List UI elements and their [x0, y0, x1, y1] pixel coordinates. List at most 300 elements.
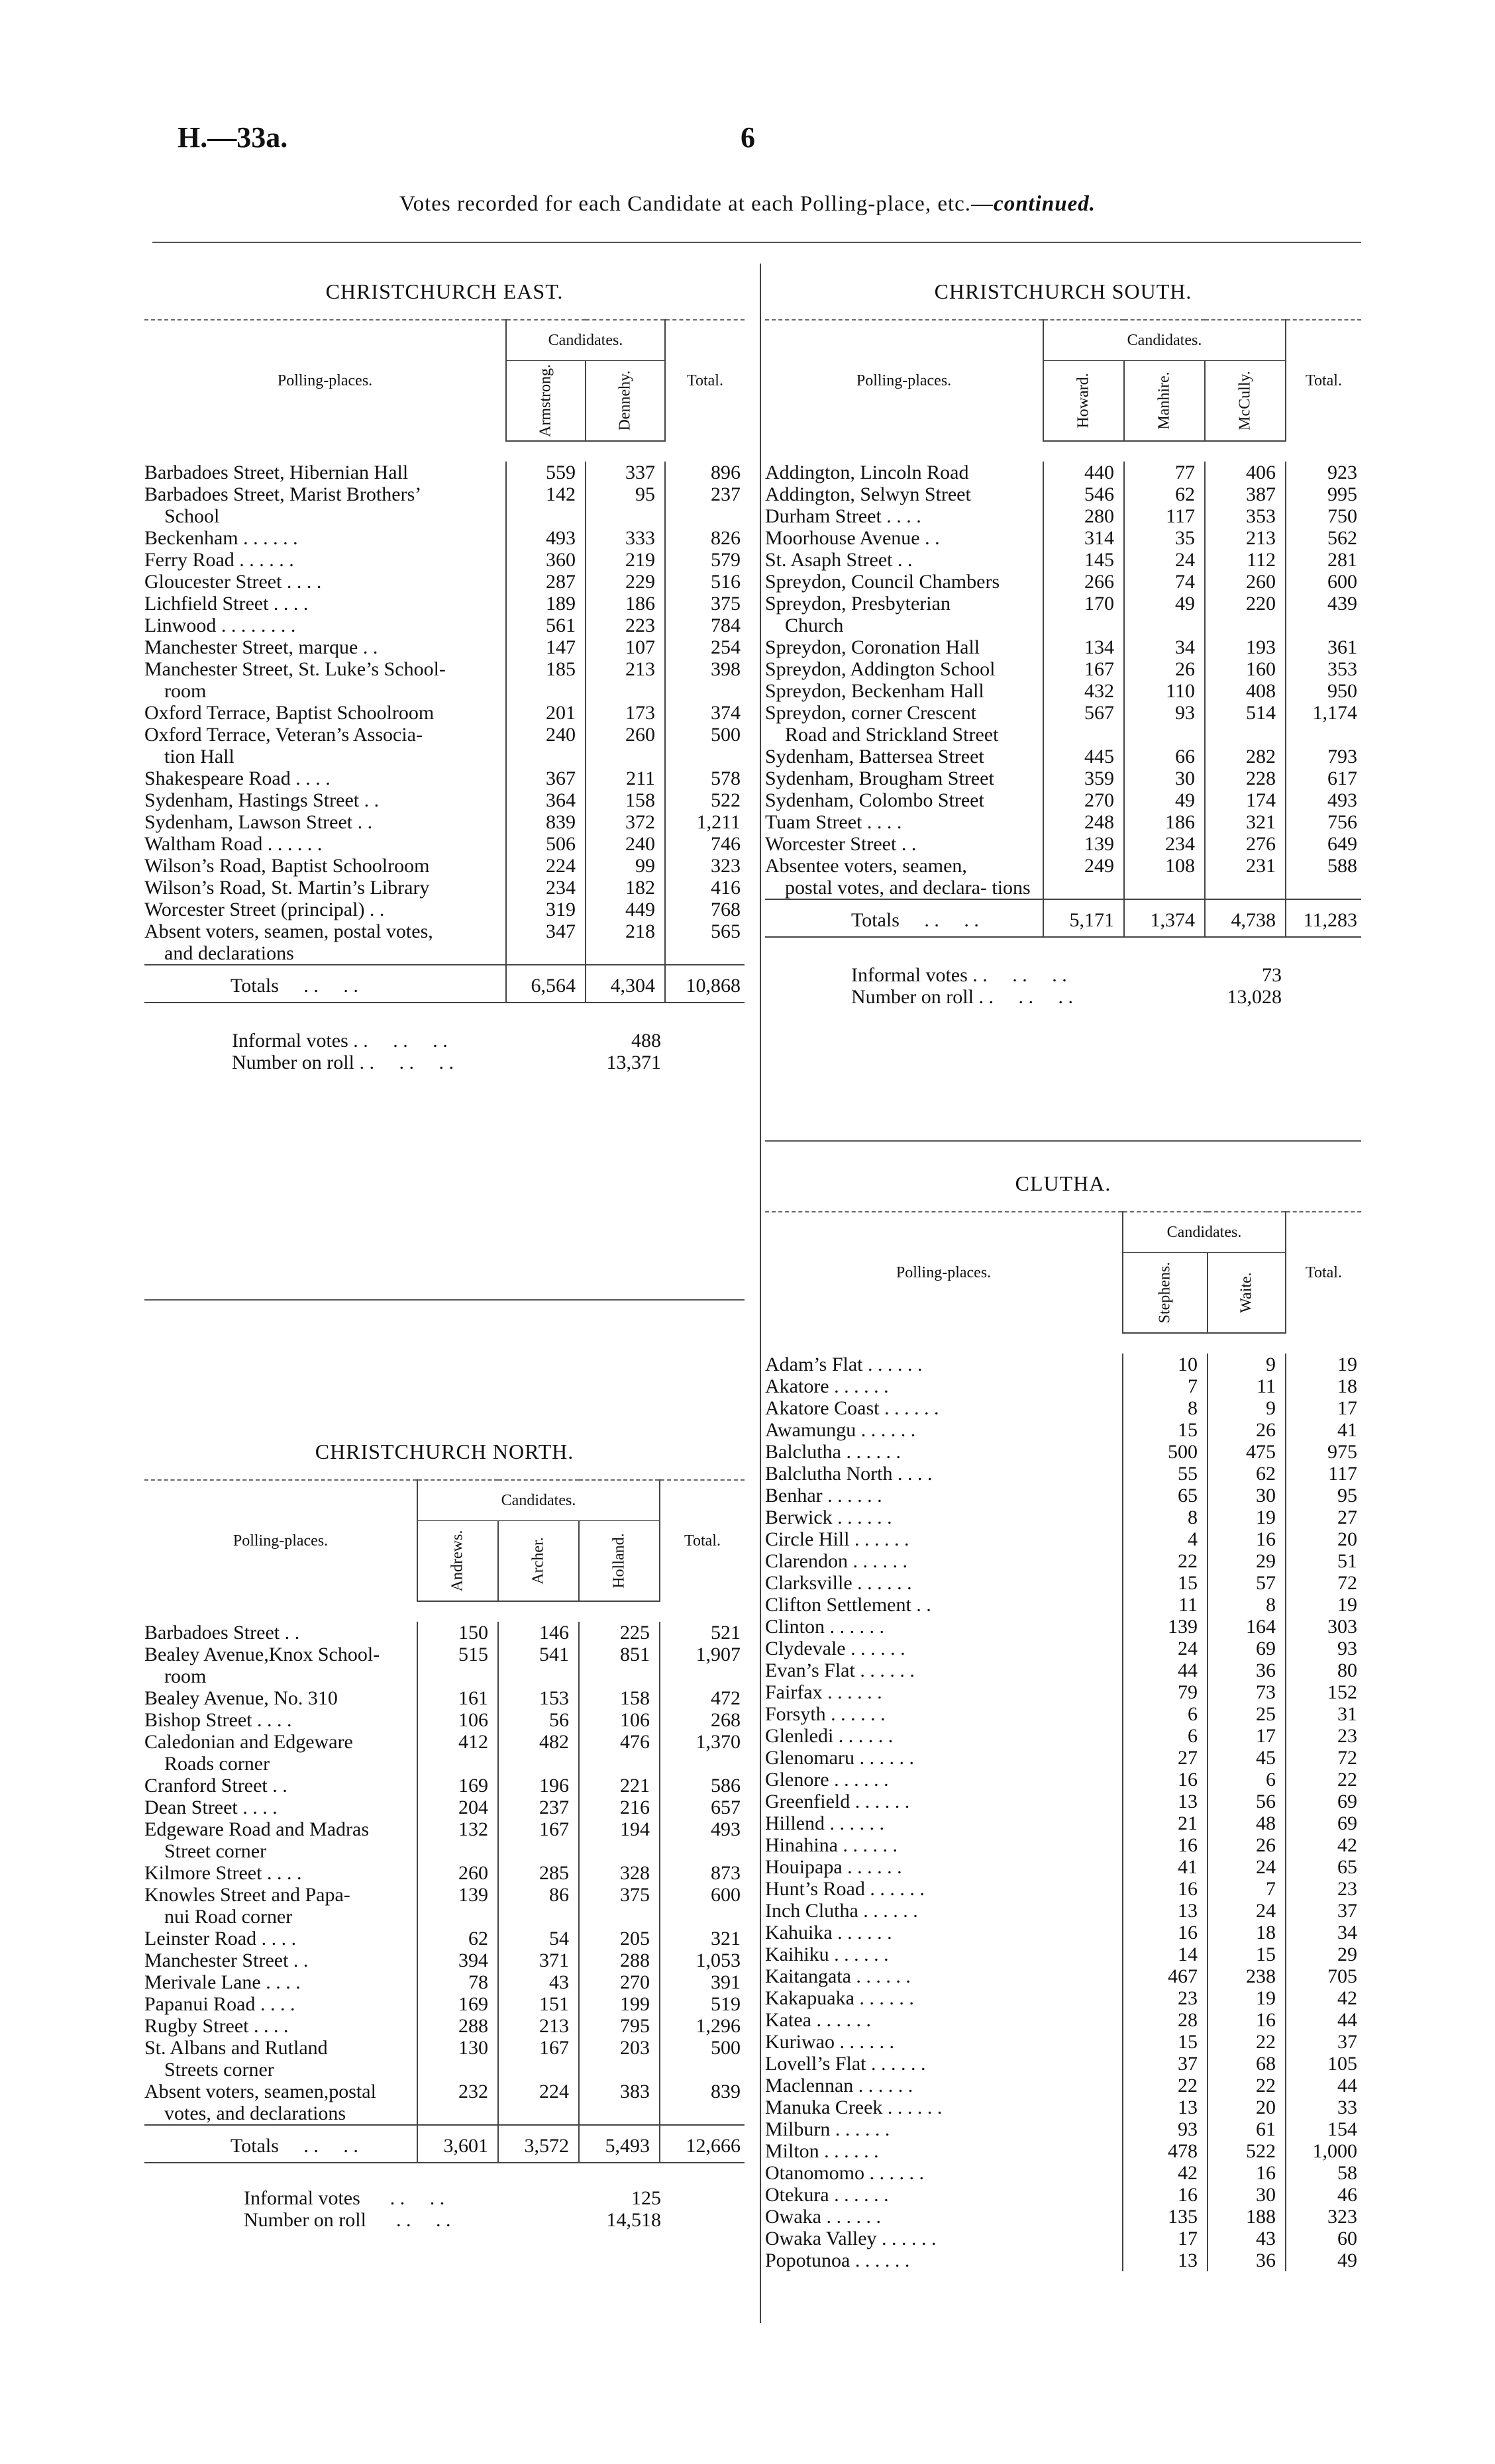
- header-candidate: Archer.: [498, 1521, 579, 1602]
- vote-count: 201: [506, 702, 586, 724]
- header-candidate: Stephens.: [1123, 1253, 1208, 1334]
- table-row: [765, 1419, 1361, 1441]
- vote-count: 475: [1208, 1441, 1286, 1463]
- vote-count: 22: [1208, 2031, 1286, 2053]
- vote-count: 353: [1205, 505, 1286, 527]
- polling-place-continued: room: [164, 680, 207, 702]
- polling-place-name: Milburn . . . . . .: [765, 2118, 890, 2140]
- polling-place: [765, 527, 1043, 549]
- vote-count: 449: [586, 899, 665, 920]
- table-row: [144, 636, 745, 658]
- polling-place: [765, 1987, 1123, 2009]
- vote-count: 57: [1208, 1572, 1286, 1594]
- polling-place-continued: Road and Strickland Street: [785, 724, 999, 746]
- vote-count: 56: [1208, 1791, 1286, 1812]
- polling-place: [144, 1971, 417, 1993]
- polling-place: [765, 680, 1043, 702]
- table-row: [765, 2009, 1361, 2031]
- vote-count: 249: [1043, 855, 1124, 899]
- table-row: [765, 1725, 1361, 1747]
- polling-place: [765, 1812, 1123, 1834]
- vote-count: 30: [1208, 2184, 1286, 2206]
- row-total: 42: [1286, 1834, 1361, 1856]
- vote-count: 8: [1123, 1506, 1208, 1528]
- vote-count: 86: [498, 1884, 579, 1928]
- candidate-total: 5,171: [1043, 899, 1124, 937]
- vote-count: 112: [1205, 549, 1286, 571]
- row-total: 521: [660, 1622, 745, 1644]
- vote-count: 493: [506, 527, 586, 549]
- candidate-total: 4,738: [1205, 899, 1286, 937]
- row-total: 565: [665, 920, 745, 965]
- vote-count: 182: [586, 877, 665, 899]
- results-table: [144, 1479, 745, 2163]
- vote-count: 106: [579, 1709, 660, 1731]
- vote-count: 186: [1124, 811, 1205, 833]
- polling-place-name: Manchester Street . .: [144, 1949, 309, 1971]
- section-clutha: [765, 1156, 1361, 2271]
- polling-place-name: Sydenham, Colombo Street: [765, 789, 984, 811]
- vote-count: 169: [417, 1775, 498, 1797]
- polling-place-name: Circle Hill . . . . . .: [765, 1528, 909, 1550]
- vote-count: 24: [1124, 549, 1205, 571]
- vote-count: 150: [417, 1622, 498, 1644]
- vote-count: 506: [506, 833, 586, 855]
- vote-count: 65: [1123, 1485, 1208, 1506]
- polling-place-continued: and declarations: [164, 942, 294, 964]
- polling-place-continued: postal votes, and declara- tions: [785, 877, 1031, 899]
- table-row: [144, 724, 745, 767]
- polling-place-name: Barbadoes Street, Hibernian Hall: [144, 462, 409, 483]
- vote-count: 49: [1124, 789, 1205, 811]
- vote-count: 328: [579, 1862, 660, 1884]
- polling-place: [765, 811, 1043, 833]
- polling-place: [765, 1703, 1123, 1725]
- vote-count: 270: [1043, 789, 1124, 811]
- page-number: 6: [741, 121, 755, 154]
- polling-place: [765, 1856, 1123, 1878]
- polling-place: [144, 571, 506, 593]
- polling-place: [765, 636, 1043, 658]
- vote-count: 108: [1124, 855, 1205, 899]
- header-total: Total.: [1286, 320, 1361, 441]
- polling-place-name: Bishop Street . . . .: [144, 1709, 292, 1731]
- table-row: [144, 462, 745, 483]
- table-row: [144, 1818, 745, 1862]
- table-row: [765, 1856, 1361, 1878]
- polling-place: [144, 1884, 417, 1928]
- row-total: 42: [1286, 1987, 1361, 2009]
- row-total: 649: [1286, 833, 1361, 855]
- spacer: [144, 441, 745, 462]
- polling-place-name: Sydenham, Hastings Street . .: [144, 789, 380, 811]
- polling-place-name: Spreydon, Council Chambers: [765, 571, 1000, 593]
- table-row: [765, 1681, 1361, 1703]
- vote-count: 14: [1123, 1944, 1208, 1965]
- number-on-roll: 13,028: [1227, 986, 1282, 1008]
- table-row: [765, 1834, 1361, 1856]
- candidate-total: 3,572: [498, 2125, 579, 2163]
- row-total: 1,907: [660, 1644, 745, 1687]
- caption-continued: continued.: [994, 192, 1096, 216]
- roll-summary: [765, 964, 1361, 1008]
- table-row: [144, 1644, 745, 1687]
- vote-count: 476: [579, 1731, 660, 1775]
- table-row: [144, 483, 745, 527]
- row-total: 19: [1286, 1594, 1361, 1616]
- vote-count: 135: [1123, 2206, 1208, 2228]
- vote-count: 260: [417, 1862, 498, 1884]
- section-north: [144, 1424, 745, 2231]
- informal-label: Informal votes . . . . . .: [232, 1030, 448, 1052]
- table-row: [144, 1971, 745, 1993]
- vote-count: 567: [1043, 702, 1124, 746]
- vote-count: 62: [417, 1928, 498, 1949]
- on-roll-label: Number on roll . . . . . .: [851, 986, 1073, 1008]
- vote-count: 41: [1123, 1856, 1208, 1878]
- polling-place-name: Fairfax . . . . . .: [765, 1681, 882, 1703]
- row-total: 44: [1286, 2075, 1361, 2096]
- polling-place-name: Linwood . . . . . . . .: [144, 615, 296, 636]
- polling-place-name: Hillend . . . . . .: [765, 1812, 884, 1834]
- row-total: 1,174: [1286, 702, 1361, 746]
- table-row: [765, 1878, 1361, 1900]
- vote-count: 232: [417, 2081, 498, 2125]
- vote-count: 559: [506, 462, 586, 483]
- vote-count: 158: [579, 1687, 660, 1709]
- table-row: [144, 549, 745, 571]
- vote-count: 360: [506, 549, 586, 571]
- section-rule: [144, 1299, 745, 1301]
- row-total: 31: [1286, 1703, 1361, 1725]
- polling-place: [765, 1485, 1123, 1506]
- vote-count: 164: [1208, 1616, 1286, 1638]
- vote-count: 13: [1123, 1900, 1208, 1922]
- vote-count: 561: [506, 615, 586, 636]
- polling-place-name: Sydenham, Brougham Street: [765, 767, 994, 789]
- vote-count: 161: [417, 1687, 498, 1709]
- row-total: 768: [665, 899, 745, 920]
- section-east: [144, 264, 745, 1073]
- polling-place: [144, 920, 506, 965]
- table-row: [144, 1731, 745, 1775]
- vote-count: 62: [1208, 1463, 1286, 1485]
- grand-total: 12,666: [660, 2125, 745, 2163]
- vote-count: 10: [1123, 1354, 1208, 1375]
- polling-place: [765, 1572, 1123, 1594]
- vote-count: 93: [1123, 2118, 1208, 2140]
- polling-place-name: Spreydon, Presbyterian: [765, 593, 951, 615]
- row-total: 105: [1286, 2053, 1361, 2075]
- totals-row: [144, 965, 745, 1003]
- vote-count: 287: [506, 571, 586, 593]
- vote-count: 55: [1123, 1463, 1208, 1485]
- table-row: [765, 833, 1361, 855]
- table-row: [144, 2081, 745, 2125]
- vote-count: 24: [1123, 1638, 1208, 1659]
- vote-count: 412: [417, 1731, 498, 1775]
- totals-row: [144, 2125, 745, 2163]
- vote-count: 16: [1123, 1922, 1208, 1944]
- roll-summary: [144, 2187, 745, 2231]
- polling-place: [144, 1687, 417, 1709]
- polling-place-name: Bealey Avenue,Knox School-: [144, 1644, 380, 1665]
- vote-count: 6: [1208, 1769, 1286, 1791]
- polling-place: [144, 702, 506, 724]
- vote-count: 364: [506, 789, 586, 811]
- row-total: 33: [1286, 2096, 1361, 2118]
- table-row: [144, 571, 745, 593]
- table-row: [765, 1616, 1361, 1638]
- leader-dots: . . . .: [278, 975, 358, 997]
- vote-count: 541: [498, 1644, 579, 1687]
- vote-count: 231: [1205, 855, 1286, 899]
- section-title: CHRISTCHURCH EAST.: [325, 279, 564, 303]
- table-row: [765, 2162, 1361, 2184]
- vote-count: 167: [498, 1818, 579, 1862]
- vote-count: 285: [498, 1862, 579, 1884]
- row-total: 1,053: [660, 1949, 745, 1971]
- polling-place: [765, 1725, 1123, 1747]
- vote-count: 93: [1124, 702, 1205, 746]
- vote-count: 15: [1123, 1572, 1208, 1594]
- polling-place-name: Forsyth . . . . . .: [765, 1703, 886, 1725]
- row-total: 873: [660, 1862, 745, 1884]
- row-total: 37: [1286, 1900, 1361, 1922]
- polling-place: [144, 789, 506, 811]
- header-candidate: Holland.: [579, 1521, 660, 1602]
- row-total: 600: [660, 1884, 745, 1928]
- vote-count: 445: [1043, 746, 1124, 767]
- polling-place: [144, 593, 506, 615]
- polling-place: [765, 593, 1043, 636]
- row-total: 80: [1286, 1659, 1361, 1681]
- polling-place-name: Clifton Settlement . .: [765, 1594, 931, 1616]
- polling-place-name: Kuriwao . . . . . .: [765, 2031, 894, 2053]
- vote-count: 219: [586, 549, 665, 571]
- vote-count: 240: [506, 724, 586, 767]
- table-row: [765, 811, 1361, 833]
- vote-count: 19: [1208, 1987, 1286, 2009]
- polling-place: [144, 811, 506, 833]
- table-row: [765, 2140, 1361, 2162]
- vote-count: 8: [1208, 1594, 1286, 1616]
- header-candidate: Waite.: [1208, 1253, 1286, 1334]
- vote-count: 30: [1124, 767, 1205, 789]
- vote-count: 11: [1123, 1594, 1208, 1616]
- vote-count: 24: [1208, 1856, 1286, 1878]
- polling-place: [765, 1965, 1123, 1987]
- vote-count: 406: [1205, 462, 1286, 483]
- row-total: 281: [1286, 549, 1361, 571]
- table-row: [765, 462, 1361, 483]
- polling-place-name: Absent voters, seamen,postal: [144, 2081, 376, 2102]
- table-row: [765, 1463, 1361, 1485]
- table-row: [144, 833, 745, 855]
- vote-count: 795: [579, 2015, 660, 2037]
- on-roll-label: Number on roll . . . .: [244, 2209, 451, 2231]
- row-total: 41: [1286, 1419, 1361, 1441]
- row-total: 29: [1286, 1944, 1361, 1965]
- table-row: [765, 2118, 1361, 2140]
- vote-count: 25: [1208, 1703, 1286, 1725]
- row-total: 588: [1286, 855, 1361, 899]
- polling-place: [144, 1928, 417, 1949]
- number-on-roll: 13,371: [606, 1052, 661, 1073]
- vote-count: 514: [1205, 702, 1286, 746]
- row-total: 522: [665, 789, 745, 811]
- vote-count: 78: [417, 1971, 498, 1993]
- polling-place: [765, 1463, 1123, 1485]
- vote-count: 68: [1208, 2053, 1286, 2075]
- informal-votes: 488: [631, 1030, 661, 1052]
- polling-place-name: Worcester Street . .: [765, 833, 917, 855]
- row-total: 705: [1286, 1965, 1361, 1987]
- row-total: 95: [1286, 1485, 1361, 1506]
- polling-place: [765, 1594, 1123, 1616]
- polling-place-name: Knowles Street and Papa-: [144, 1884, 350, 1906]
- header-candidates: Candidates.: [1043, 320, 1286, 361]
- polling-place-continued: Roads corner: [164, 1753, 270, 1775]
- vote-count: 20: [1208, 2096, 1286, 2118]
- section-title: CHRISTCHURCH NORTH.: [315, 1440, 574, 1463]
- polling-place-name: Leinster Road . . . .: [144, 1928, 297, 1949]
- polling-place: [765, 1441, 1123, 1463]
- vote-count: 6: [1123, 1703, 1208, 1725]
- vote-count: 167: [1043, 658, 1124, 680]
- polling-place: [144, 899, 506, 920]
- totals-text: Totals: [231, 2135, 279, 2157]
- polling-place: [144, 636, 506, 658]
- polling-place-name: Akatore . . . . . .: [765, 1375, 889, 1397]
- row-total: 657: [660, 1797, 745, 1818]
- vote-count: 142: [506, 483, 586, 527]
- header-candidate: Dennehy.: [586, 361, 665, 442]
- row-total: 493: [1286, 789, 1361, 811]
- vote-count: 224: [498, 2081, 579, 2125]
- informal-label: Informal votes . . . . . .: [851, 964, 1067, 986]
- table-row: [765, 1594, 1361, 1616]
- polling-place: [144, 1862, 417, 1884]
- table-row: [765, 746, 1361, 767]
- vote-count: 132: [417, 1818, 498, 1862]
- polling-place-name: Otanomomo . . . . . .: [765, 2162, 924, 2184]
- row-total: 51: [1286, 1550, 1361, 1572]
- header-polling-places: Polling-places.: [896, 1263, 992, 1281]
- vote-count: 11: [1208, 1375, 1286, 1397]
- polling-place-name: Caledonian and Edgeware: [144, 1731, 353, 1753]
- polling-place: [765, 1659, 1123, 1681]
- vote-count: 16: [1208, 2009, 1286, 2031]
- row-total: 995: [1286, 483, 1361, 505]
- header-candidate: McCully.: [1205, 361, 1286, 442]
- row-total: 23: [1286, 1878, 1361, 1900]
- vote-count: 95: [586, 483, 665, 527]
- polling-place-name: Absent voters, seamen, postal votes,: [144, 920, 433, 942]
- row-total: 72: [1286, 1572, 1361, 1594]
- vote-count: 43: [498, 1971, 579, 1993]
- vote-count: 13: [1123, 2096, 1208, 2118]
- polling-place-name: Cranford Street . .: [144, 1775, 287, 1797]
- polling-place-name: Hunt’s Road . . . . . .: [765, 1878, 925, 1900]
- row-total: 69: [1286, 1791, 1361, 1812]
- polling-place: [144, 1993, 417, 2015]
- vote-count: 229: [586, 571, 665, 593]
- polling-place-name: Manchester Street, St. Luke’s School-: [144, 658, 446, 680]
- table-row: [765, 1485, 1361, 1506]
- vote-count: 213: [498, 2015, 579, 2037]
- totals-label: [765, 899, 1043, 937]
- vote-count: 174: [1205, 789, 1286, 811]
- leader-dots: . . . .: [278, 2135, 358, 2157]
- polling-place-name: Barbadoes Street, Marist Brothers’: [144, 483, 422, 505]
- row-total: 1,211: [665, 811, 745, 833]
- polling-place: [765, 1550, 1123, 1572]
- vote-count: 478: [1123, 2140, 1208, 2162]
- polling-place-name: Manchester Street, marque . .: [144, 636, 378, 658]
- vote-count: 224: [506, 855, 586, 877]
- table-row: [765, 2206, 1361, 2228]
- polling-place: [765, 1528, 1123, 1550]
- polling-place-name: St. Albans and Rutland: [144, 2037, 328, 2059]
- polling-place: [144, 2015, 417, 2037]
- vote-count: 282: [1205, 746, 1286, 767]
- header-candidate: Armstrong.: [506, 361, 586, 442]
- vote-count: 8: [1123, 1397, 1208, 1419]
- polling-place-name: Kahuika . . . . . .: [765, 1922, 892, 1944]
- vote-count: 387: [1205, 483, 1286, 505]
- vote-count: 160: [1205, 658, 1286, 680]
- polling-place: [144, 833, 506, 855]
- polling-place: [144, 855, 506, 877]
- vote-count: 237: [498, 1797, 579, 1818]
- vote-count: 23: [1123, 1987, 1208, 2009]
- polling-place-name: Spreydon, corner Crescent: [765, 702, 977, 724]
- row-total: 323: [1286, 2206, 1361, 2228]
- polling-place: [765, 2075, 1123, 2096]
- polling-place: [765, 702, 1043, 746]
- polling-place-name: Kaitangata . . . . . .: [765, 1965, 911, 1987]
- table-row: [144, 2037, 745, 2081]
- vote-count: 359: [1043, 767, 1124, 789]
- candidate-total: 5,493: [579, 2125, 660, 2163]
- vote-count: 27: [1123, 1747, 1208, 1769]
- table-row: [765, 593, 1361, 636]
- vote-count: 139: [1123, 1616, 1208, 1638]
- polling-place-name: Edgeware Road and Madras: [144, 1818, 370, 1840]
- vote-count: 216: [579, 1797, 660, 1818]
- vote-count: 26: [1124, 658, 1205, 680]
- row-total: 746: [665, 833, 745, 855]
- vote-count: 375: [579, 1884, 660, 1928]
- polling-place: [765, 1638, 1123, 1659]
- polling-place-name: Spreydon, Coronation Hall: [765, 636, 980, 658]
- vote-count: 194: [579, 1818, 660, 1862]
- table-row: [144, 1622, 745, 1644]
- polling-place-name: Waltham Road . . . . . .: [144, 833, 323, 855]
- table-row: [765, 571, 1361, 593]
- polling-place-name: Merivale Lane . . . .: [144, 1971, 301, 1993]
- row-total: 65: [1286, 1856, 1361, 1878]
- row-total: 950: [1286, 680, 1361, 702]
- polling-place: [765, 658, 1043, 680]
- row-total: 27: [1286, 1506, 1361, 1528]
- polling-place: [144, 658, 506, 702]
- vote-count: 134: [1043, 636, 1124, 658]
- row-total: 750: [1286, 505, 1361, 527]
- row-total: 839: [660, 2081, 745, 2125]
- polling-place: [144, 527, 506, 549]
